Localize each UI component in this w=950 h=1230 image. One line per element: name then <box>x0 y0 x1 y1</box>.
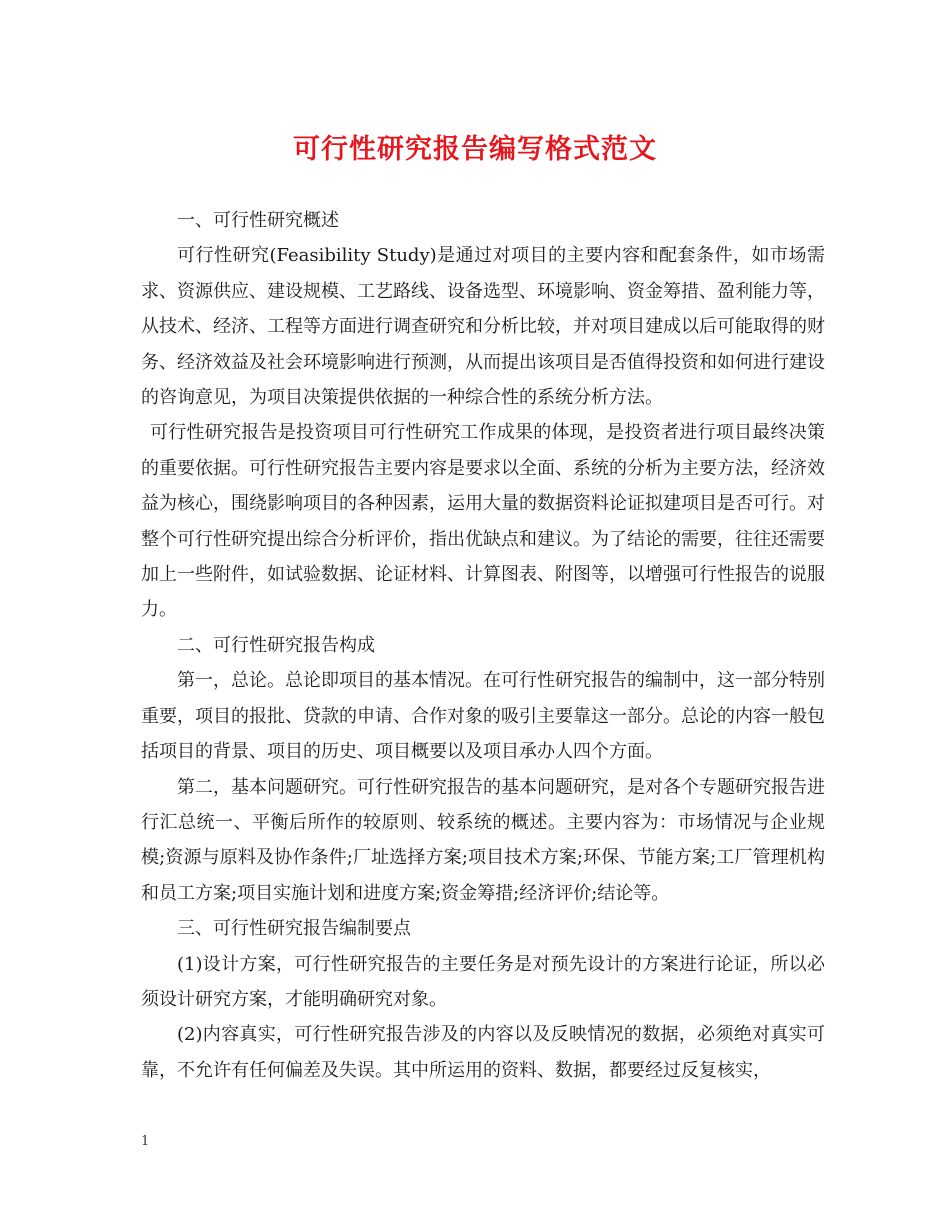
paragraph-basic-issues: 第二，基本问题研究。可行性研究报告的基本问题研究，是对各个专题研究报告进行汇总统一、平衡后所作的较原则、较系统的概述。主要内容为：市场情况与企业规模;资源与原料及协作条件;厂址选择方案;项目技术方案;环保、节能方案;工厂管理机构和员工方案;项目实施计划和进度方案;资金筹措;经济评价;结论等。 <box>141 776 825 904</box>
section-heading-1: 一、可行性研究概述 <box>177 210 339 231</box>
paragraph-design-plan: (1)设计方案，可行性研究报告的主要任务是对预先设计的方案进行论证，所以必须设计研究方案，才能明确研究对象。 <box>141 953 825 1010</box>
section-heading-2: 二、可行性研究报告构成 <box>177 634 375 656</box>
paragraph-report-purpose: 可行性研究报告是投资项目可行性研究工作成果的体现，是投资者进行项目最终决策的重要依据。可行性研究报告主要内容是要求以全面、系统的分析为主要方法，经济效益为核心，围绕影响项目的各种因素，运用大量的数据资料论证拟建项目是否可行。对整个可行性研究提出综合分析评价，指出优缺点和建议。为了结论的需要，往往还需要加上一些附件，如试验数据、论证材料、计算图表、附图等，以增强可行性报告的说服力。 <box>141 422 825 621</box>
paragraph-overview: 可行性研究(Feasibility Study)是通过对项目的主要内容和配套条件，如市场需求、资源供应、建设规模、工艺路线、设备选型、环境影响、资金筹措、盈利能力等，从技术、经济、工程等方面进行调查研究和分析比较，并对项目建成以后可能取得的财务、经济效益及社会环境影响进行预测，从而提出该项目是否值得投资和如何进行建设的咨询意见，为项目决策提供依据的一种综合性的系统分析方法。 <box>141 245 825 409</box>
paragraph-general: 第一，总论。总论即项目的基本情况。在可行性研究报告的编制中，这一部分特别重要，项目的报批、贷款的申请、合作对象的吸引主要靠这一部分。总论的内容一般包括项目的背景、项目的历史、项目概要以及项目承办人四个方面。 <box>141 670 825 763</box>
document-body <box>141 203 825 1088</box>
document-title: 可行性研究报告编写格式范文 <box>293 134 657 165</box>
page-number: 1 <box>141 1134 150 1149</box>
paragraph-content-truth: (2)内容真实，可行性研究报告涉及的内容以及反映情况的数据，必须绝对真实可靠，不允许有任何偏差及失误。其中所运用的资料、数据，都要经过反复核实， <box>141 1024 825 1081</box>
section-heading-3: 三、可行性研究报告编制要点 <box>177 918 411 940</box>
